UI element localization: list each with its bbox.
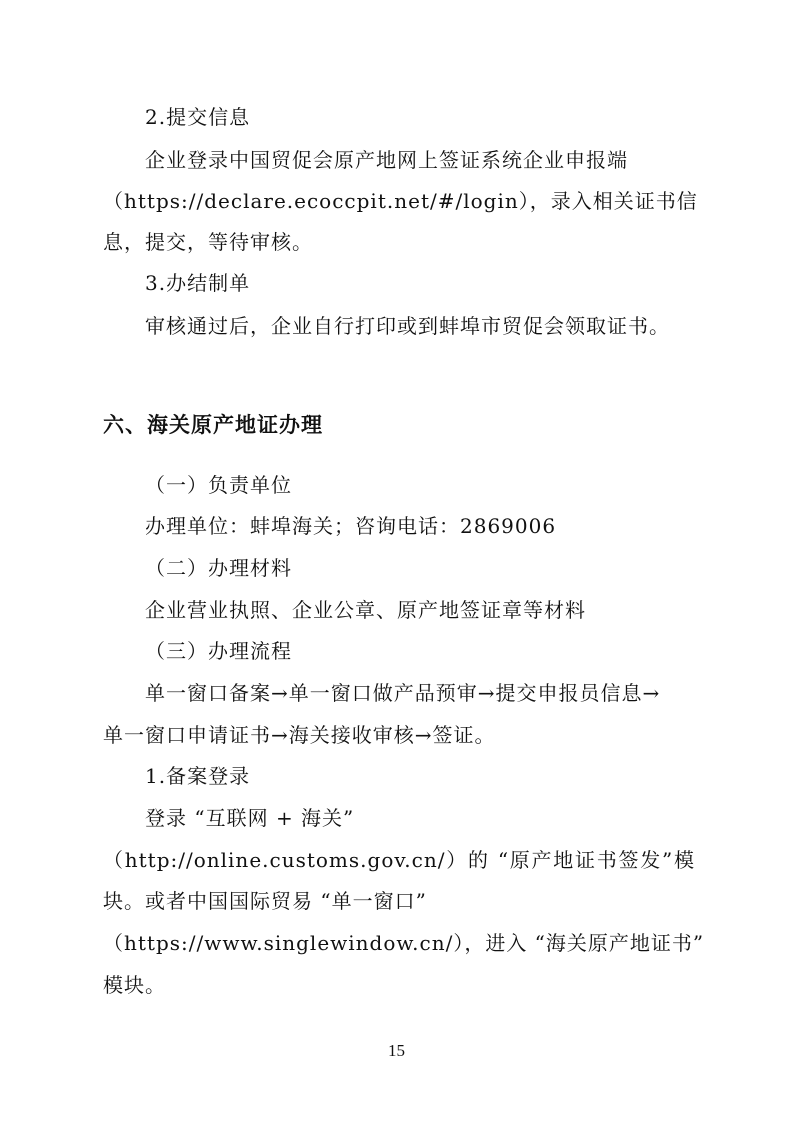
step2-line2: （https://declare.ecoccpit.net/#/login），录入相关证书信 (103, 189, 698, 213)
process-line1: 单一窗口备案→单一窗口做产品预审→提交申报员信息→ (145, 681, 661, 705)
section-6-heading: 六、海关原产地证办理 (103, 413, 323, 437)
step1-line3: 块。或者中国国际贸易 “单一窗口” (103, 889, 427, 913)
step1-line1: 登录 “互联网 + 海关” (145, 806, 355, 830)
step2-line3: 息，提交，等待审核。 (103, 230, 313, 254)
step3-line1: 审核通过后，企业自行打印或到蚌埠市贸促会领取证书。 (145, 314, 670, 338)
step2-title: 2.提交信息 (145, 105, 251, 129)
step2-line1: 企业登录中国贸促会原产地网上签证系统企业申报端 (145, 148, 628, 172)
process-line2: 单一窗口申请证书→海关接收审核→签证。 (103, 723, 496, 747)
step1-line4: （https://www.singlewindow.cn/），进入 “海关原产地证书” (103, 931, 705, 955)
step3-title: 3.办结制单 (145, 271, 251, 295)
page-number: 15 (388, 1041, 405, 1060)
materials-text: 企业营业执照、企业公章、原产地签证章等材料 (145, 598, 586, 622)
step1-line2: （http://online.customs.gov.cn/）的 “原产地证书签发”模 (103, 848, 695, 872)
step1-line5: 模块。 (103, 973, 166, 997)
unit-text: 办理单位：蚌埠海关；咨询电话：2869006 (145, 514, 557, 538)
process-title: （三）办理流程 (145, 639, 292, 663)
materials-title: （二）办理材料 (145, 556, 292, 580)
unit-title: （一）负责单位 (145, 473, 292, 497)
step1-title: 1.备案登录 (145, 764, 251, 788)
